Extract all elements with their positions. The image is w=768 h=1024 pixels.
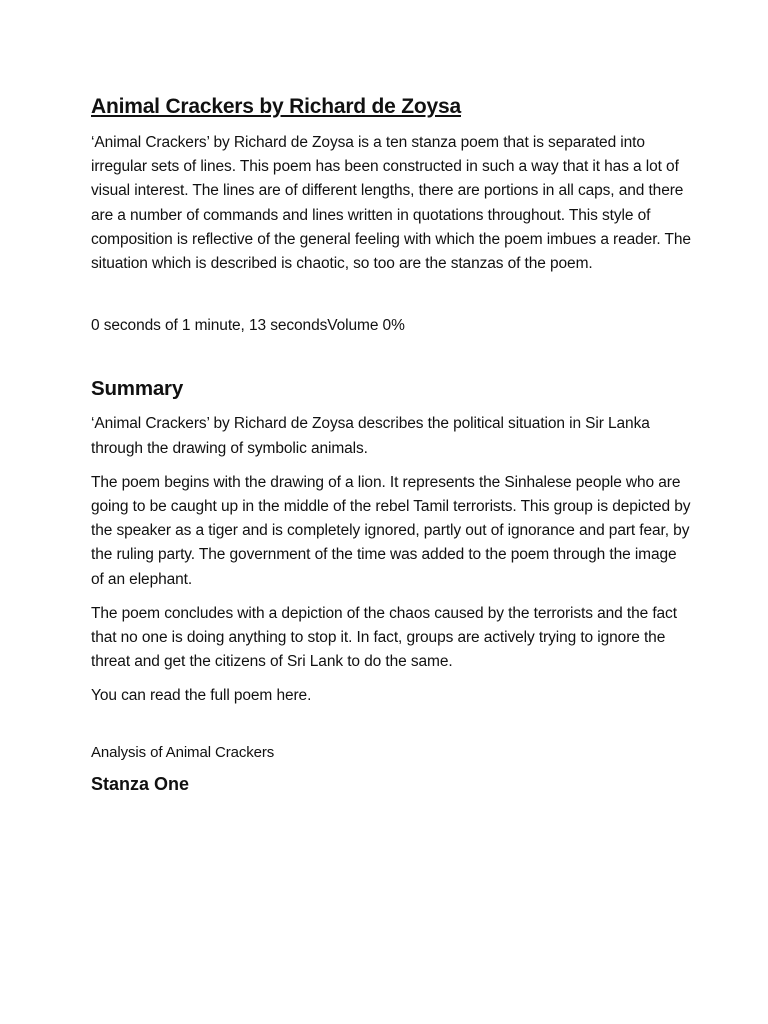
media-status-text: 0 seconds of 1 minute, 13 secondsVolume 0% [91,317,405,335]
read-full-poem-text: You can read the full poem here. [91,687,312,705]
document-body [91,92,691,797]
intro-paragraph: ‘Animal Crackers’ by Richard de Zoysa is a ten stanza poem that is separated into irregular sets of lines. This poem has been constructed in such a way that it has a lot of visual interest. The lines are of different lengths, there are portions in all caps, and there are a number of commands and lines written in quotations throughout. This style of composition is reflective of the general feeling with which the poem imbues a reader. The situation which is described is chaotic, so too are the stanzas of the poem. [91,134,691,273]
summary-paragraph: The poem concludes with a depiction of the chaos caused by the terrorists and the fact that no one is doing anything to stop it. In fact, groups are actively trying to ignore the threat and get the citizens of Sri Lank to do the same. [91,604,677,671]
stanza-heading: Stanza One [91,773,190,794]
summary-paragraph: The poem begins with the drawing of a lion. It represents the Sinhalese people who are going to be caught up in the middle of the rebel Tamil terrorists. This group is depicted by the speaker as a tiger and is completely ignored, partly out of ignorance and part fear, by the ruling party. The government of the time was added to the poem through the image of an elephant. [91,473,691,588]
document-title: Animal Crackers by Richard de Zoysa [91,95,461,118]
summary-paragraph: ‘Animal Crackers’ by Richard de Zoysa describes the political situation in Sir Lanka through the drawing of symbolic animals. [91,415,650,457]
summary-heading: Summary [91,377,184,401]
analysis-label: Analysis of Animal Crackers [91,743,275,761]
